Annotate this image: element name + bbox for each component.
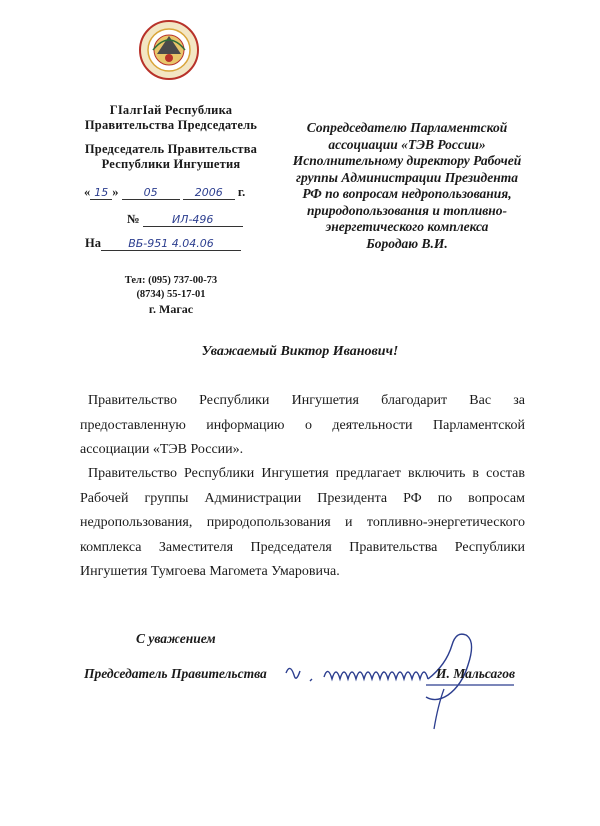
letterhead-line: Республики Ингушетия	[101, 157, 241, 171]
date-field	[84, 185, 245, 200]
salutation: Уважаемый Виктор Иванович!	[201, 344, 399, 359]
signatory-title: Председатель Правительства	[84, 666, 267, 681]
date-day: 15	[90, 186, 112, 200]
letterhead-line: Председатель Правительства	[84, 142, 258, 156]
reference-label: На	[85, 236, 101, 250]
date-quote-close: »	[112, 185, 119, 199]
addressee-line: природопользования и топливно-	[306, 202, 508, 218]
date-quote-open: «	[84, 185, 91, 199]
reference-value: ВБ-951 4.04.06	[101, 237, 241, 251]
contact-block	[56, 274, 286, 316]
addressee-line: РФ по вопросам недропользования,	[302, 186, 512, 201]
phone-line: (8734) 55-17-01	[136, 289, 206, 300]
closing-regards: С уважением	[136, 631, 216, 646]
addressee-line: Бородаю В.И.	[366, 235, 448, 251]
signatory-name: И. Мальсагов	[436, 666, 516, 681]
body-paragraph-1: Правительство Республики Ингушетия благодарит Вас за предоставленную информацию о деятельности Парламентской ассоциации «ТЭВ России».	[80, 393, 525, 457]
city-line: г. Магас	[148, 302, 194, 316]
outgoing-number-field	[127, 212, 243, 227]
date-month: 05	[122, 186, 180, 200]
addressee-line: группы Администрации Президента	[296, 169, 518, 185]
addressee-line: Сопредседателю Парламентской	[306, 120, 508, 135]
addressee-line: Исполнительному директору Рабочей	[292, 153, 522, 168]
date-year: 2006	[183, 186, 235, 200]
number-label: №	[127, 212, 140, 226]
reference-field	[85, 236, 241, 251]
date-suffix: г.	[237, 185, 246, 199]
phone-line: Тел: (095) 737-00-73	[124, 275, 218, 286]
letterhead-government	[56, 142, 286, 172]
addressee-line: ассоциации «ТЭВ России»	[328, 136, 486, 152]
letterhead-republic	[56, 103, 286, 133]
number-value: ИЛ-496	[143, 213, 243, 227]
letterhead-line: Правительства Председатель	[84, 118, 258, 132]
coat-of-arms-emblem	[139, 20, 199, 80]
addressee-block	[268, 120, 546, 252]
letterhead-line: ГIалгIай Республика	[109, 103, 233, 117]
body-paragraph-2: Правительство Республики Ингушетия предлагает включить в состав Рабочей группы Администрации Президента РФ по вопросам недропользования, природопользования и топливно-энергетического комплекса Заместителя Председателя Правительства Республики Ингушетия Тумгоева Магомета Умаровича.	[80, 466, 525, 579]
addressee-line: энергетического комплекса	[325, 219, 489, 234]
